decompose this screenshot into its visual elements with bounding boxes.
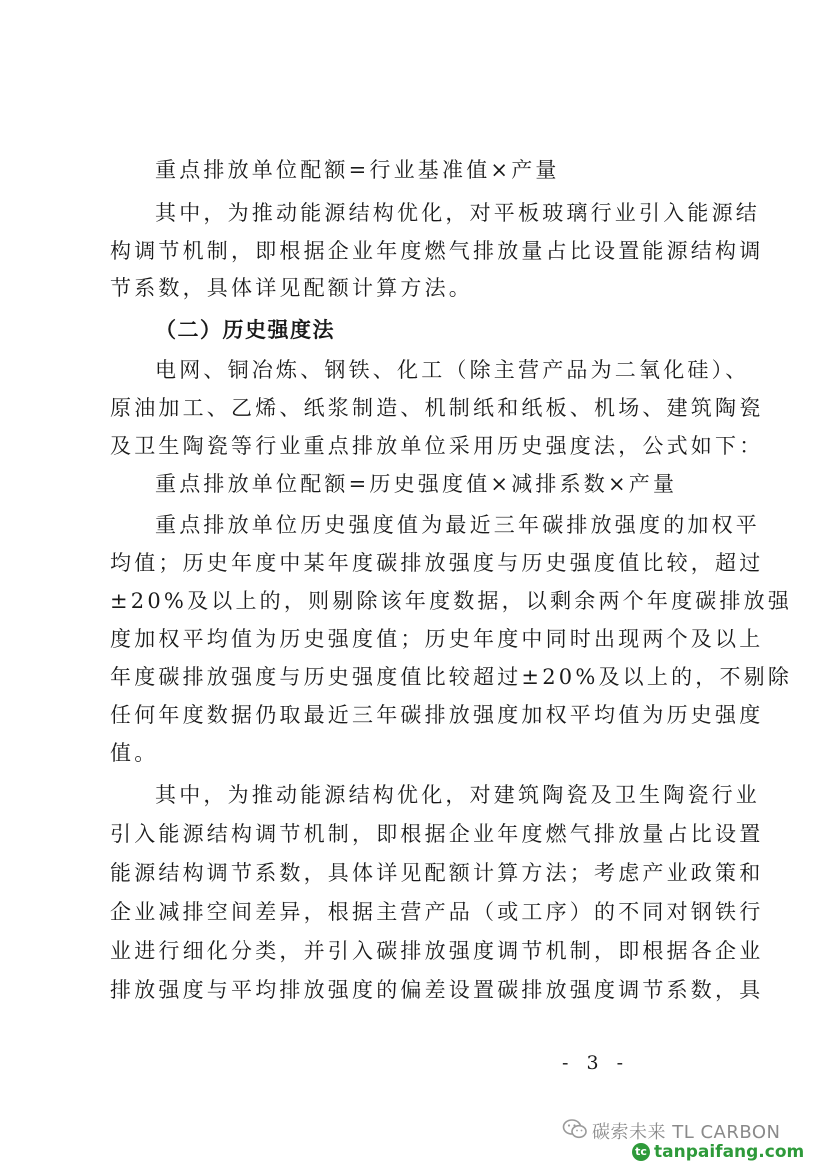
watermark-url: tanpaifang.com — [654, 1142, 805, 1162]
watermark-channel-name: 碳索未来 TL CARBON — [592, 1122, 781, 1143]
section-heading: （二）历史强度法 — [155, 318, 335, 342]
watermark — [560, 1118, 820, 1164]
tanpaifang-logo-icon: tc — [632, 1143, 650, 1161]
page-number: - 3 - — [562, 1052, 630, 1074]
text-line: 电网、铜冶炼、钢铁、化工（除主营产品为二氧化硅）、 — [155, 358, 750, 382]
text-line: 业进行细化分类，并引入碳排放强度调节机制，即根据各企业 — [110, 939, 764, 963]
text-line: 其中，为推动能源结构优化，对平板玻璃行业引入能源结 — [155, 201, 760, 225]
formula-line: 重点排放单位配额=历史强度值×减排系数×产量 — [155, 472, 678, 496]
text-line: 企业减排空间差异，根据主营产品（或工序）的不同对钢铁行 — [110, 900, 764, 924]
text-line: ±20%及以上的，则剔除该年度数据，以剩余两个年度碳排放强 — [110, 589, 793, 613]
text-line: 均值；历史年度中某年度碳排放强度与历史强度值比较，超过 — [110, 551, 764, 575]
text-line: 排放强度与平均排放强度的偏差设置碳排放强度调节系数，具 — [110, 978, 764, 1002]
text-line: 构调节机制，即根据企业年度燃气排放量占比设置能源结构调 — [110, 239, 764, 263]
text-line: 原油加工、乙烯、纸浆制造、机制纸和纸板、机场、建筑陶瓷 — [110, 396, 764, 420]
wechat-icon — [562, 1118, 588, 1140]
text-line: 年度碳排放强度与历史强度值比较超过±20%及以上的，不剔除 — [110, 665, 793, 689]
text-line: 任何年度数据仍取最近三年碳排放强度加权平均值为历史强度 — [110, 703, 764, 727]
text-line: 其中，为推动能源结构优化，对建筑陶瓷及卫生陶瓷行业 — [155, 783, 760, 807]
text-line: 节系数，具体详见配额计算方法。 — [110, 276, 473, 300]
text-line: 度加权平均值为历史强度值；历史年度中同时出现两个及以上 — [110, 627, 764, 651]
text-line: 重点排放单位配额=行业基准值×产量 — [155, 158, 560, 182]
text-line: 重点排放单位历史强度值为最近三年碳排放强度的加权平 — [155, 513, 760, 537]
text-line: 引入能源结构调节机制，即根据企业年度燃气排放量占比设置 — [110, 822, 764, 846]
text-line: 及卫生陶瓷等行业重点排放单位采用历史强度法，公式如下： — [110, 434, 764, 458]
text-line: 能源结构调节系数，具体详见配额计算方法；考虑产业政策和 — [110, 861, 764, 885]
text-line: 值。 — [110, 741, 159, 765]
